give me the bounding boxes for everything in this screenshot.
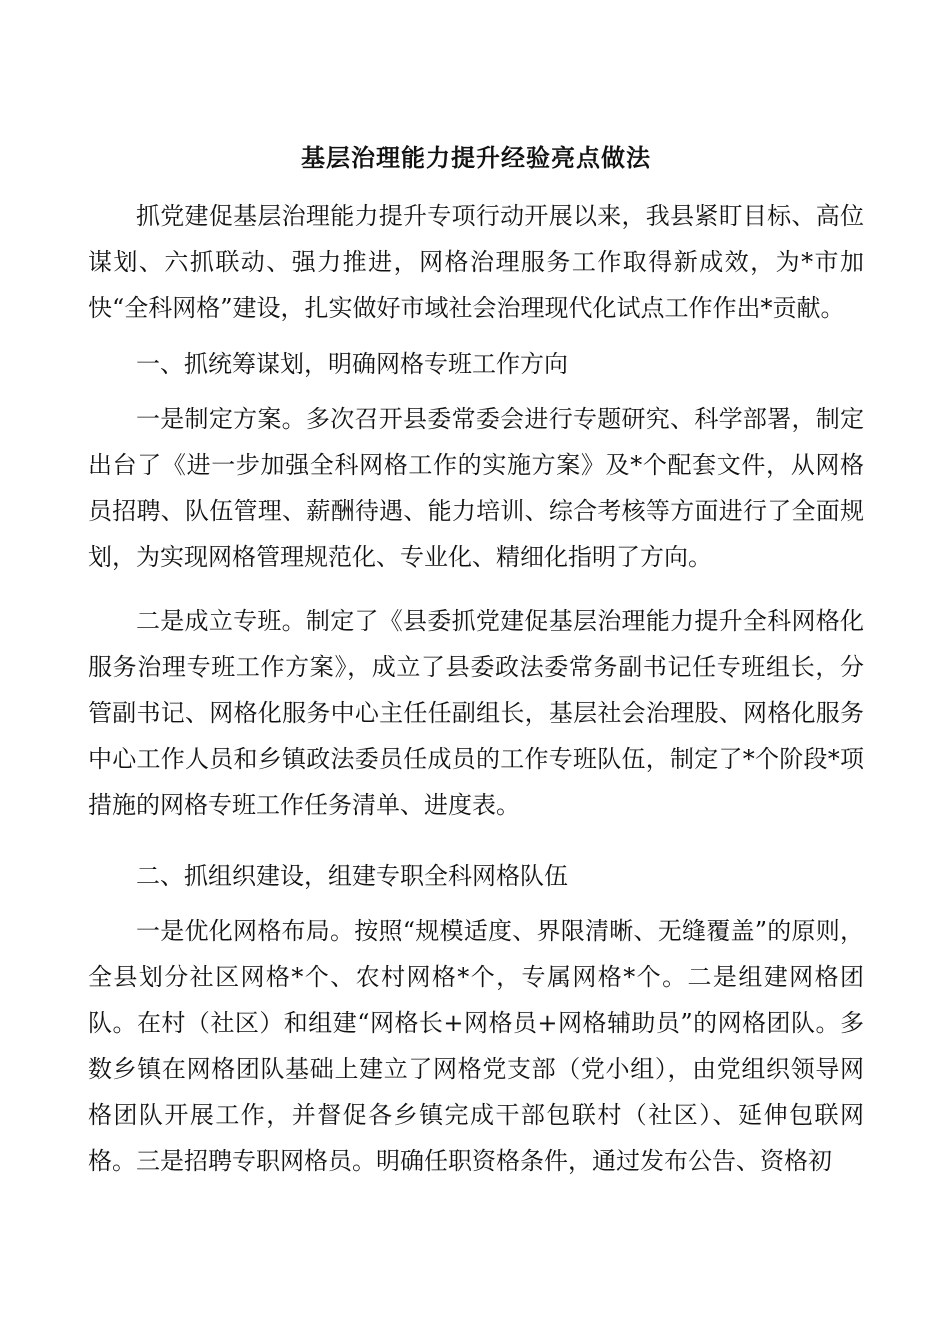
- document-title: 基层治理能力提升经验亮点做法: [301, 143, 651, 172]
- section-1-heading: 一、抓统筹谋划，明确网格专班工作方向: [136, 350, 568, 378]
- section-2-paragraph-1: 一是优化网格布局。按照“规模适度、界限清晰、无缝覆盖”的原则，全县划分社区网格*个、农村网格*个，专属网格*个。二是组建网格团队。在村（社区）和组建“网格长+网格员+网格辅助员”的网格团队。多数乡镇在网格团队基础上建立了网格党支部（党小组），由党组织领导网格团队开展工作，并督促各乡镇完成干部包联村（社区）、延伸包联网格。三是招聘专职网格员。明确任职资格条件，通过发布公告、资格初: [88, 917, 864, 1175]
- section-1-paragraph-2: 二是成立专班。制定了《县委抓党建促基层治理能力提升全科网格化服务治理专班工作方案》，成立了县委政法委常务副书记任专班组长，分管副书记、网格化服务中心主任任副组长，基层社会治理股、网格化服务中心工作人员和乡镇政法委员任成员的工作专班队伍，制定了*个阶段*项措施的网格专班工作任务清单、进度表。: [88, 607, 864, 819]
- section-1-paragraph-1: 一是制定方案。多次召开县委常委会进行专题研究、科学部署，制定出台了《进一步加强全科网格工作的实施方案》及*个配套文件，从网格员招聘、队伍管理、薪酬待遇、能力培训、综合考核等方面进行了全面规划，为实现网格管理规范化、专业化、精细化指明了方向。: [88, 405, 864, 571]
- intro-paragraph: 抓党建促基层治理能力提升专项行动开展以来，我县紧盯目标、高位谋划、六抓联动、强力推进，网格治理服务工作取得新成效，为*市加快“全科网格”建设，扎实做好市域社会治理现代化试点工作作出*贡献。: [88, 202, 864, 322]
- section-2-heading: 二、抓组织建设，组建专职全科网格队伍: [136, 862, 568, 890]
